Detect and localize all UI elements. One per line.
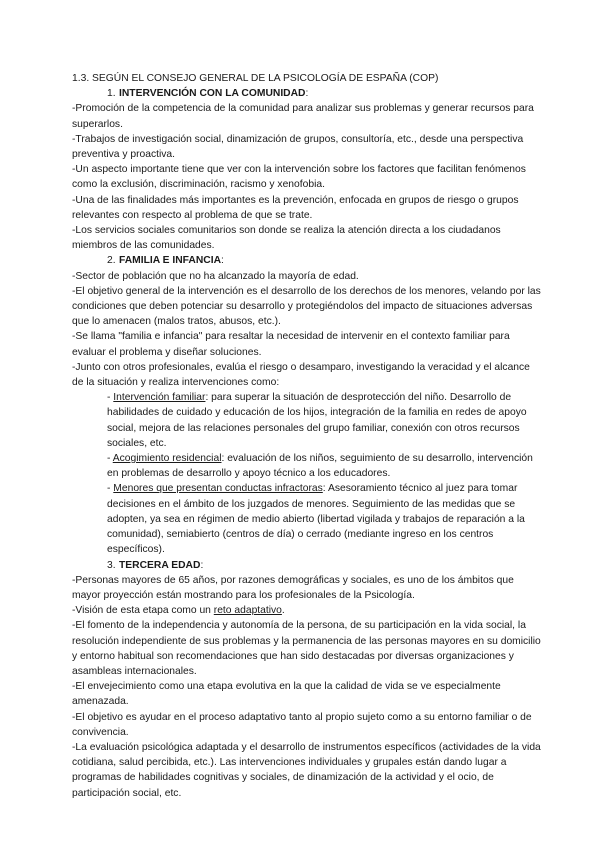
- paragraph: -El fomento de la independencia y autonomía de la persona, de su participación en la vida social, la resolución independiente de sus problemas y la permanencia de las personas mayores en su domicilio y entorno habitual son recomendaciones que han sido destacadas por diversas organizaciones y asambleas internacionales.: [72, 620, 541, 677]
- paragraph: -Promoción de la competencia de la comunidad para analizar sus problemas y generar recursos para superarlos.: [72, 103, 534, 130]
- paragraph: -Personas mayores de 65 años, por razones demográficas y sociales, es uno de los ámbitos que mayor proyección están mostrando para los profesionales de la Psicología.: [72, 574, 514, 601]
- subitem-term: Intervención familiar: [113, 392, 206, 404]
- section-title: TERCERA EDAD: [119, 559, 201, 571]
- subitem-prefix: -: [107, 453, 113, 465]
- section-title: INTERVENCIÓN CON LA COMUNIDAD: [119, 88, 306, 100]
- paragraph-prefix: -Visión de esta etapa como un: [72, 605, 214, 617]
- paragraph: -Se llama "familia e infancia" para resaltar la necesidad de intervenir en el contexto familiar para evaluar el problema y diseñar soluciones.: [72, 331, 510, 358]
- paragraph: -El envejecimiento como una etapa evolutiva en la que la calidad de vida se ve especialmente amenazada.: [72, 681, 501, 708]
- section-number: 2.: [107, 255, 116, 267]
- document-page: [72, 71, 542, 801]
- section-number: 1.: [107, 88, 116, 100]
- paragraph-term: reto adaptativo: [213, 605, 282, 617]
- paragraph: -Un aspecto importante tiene que ver con la intervención sobre los factores que facilitan fenómenos como la exclusión, discriminación, racismo y xenofobia.: [72, 164, 526, 191]
- subitem-prefix: -: [107, 483, 114, 495]
- paragraph: -El objetivo general de la intervención es el desarrollo de los derechos de los menores, velando por las condiciones que deben potenciar su desarrollo y protegiéndolos del impacto de situaciones adversas que lo amenacen (malos tratos, abusos, etc.).: [72, 285, 541, 328]
- paragraph: -Trabajos de investigación social, dinamización de grupos, consultoría, etc., desde una perspectiva preventiva y proactiva.: [72, 133, 524, 161]
- subitem-prefix: -: [107, 392, 114, 404]
- subitem-term: Acogimiento residencial: [112, 453, 222, 465]
- subitem-acogimiento-residencial: [72, 451, 542, 481]
- section-number: 3.: [107, 559, 116, 571]
- paragraph: -El objetivo es ayudar en el proceso adaptativo tanto al propio sujeto como a su entorno familiar o de convivencia.: [72, 711, 532, 738]
- paragraph: -Los servicios sociales comunitarios son donde se realiza la atención directa a los ciudadanos miembros de las comunidades.: [72, 225, 501, 252]
- section-heading-familia: 2. FAMILIA E INFANCIA:: [72, 253, 542, 268]
- document-heading: 1.3. SEGÚN EL CONSEJO GENERAL DE LA PSICOLOGÍA DE ESPAÑA (COP): [72, 73, 439, 84]
- paragraph: -La evaluación psicológica adaptada y el desarrollo de instrumentos específicos (actividades de la vida cotidiana, salud percibida, etc.). Las intervenciones individuales y grupales están dando lugar a programas de habilidades cognitivas y sociales, de dinamización de la actividad y el ocio, de participación social, etc.: [72, 741, 541, 799]
- subitem-term: Menores que presentan conductas infractoras: [113, 483, 323, 495]
- paragraph-suffix: .: [281, 605, 285, 617]
- subitem-menores-infractores: [72, 481, 542, 557]
- subitem-text: : para superar la situación de desprotección del niño. Desarrollo de habilidades de cuidado y educación de los hijos, integración de la familia en redes de apoyo social, mejora de las relaciones personales del grupo familiar, conexión con otros recursos sociales, etc.: [107, 392, 527, 449]
- paragraph: -Sector de población que no ha alcanzado la mayoría de edad.: [72, 270, 359, 282]
- section-heading-comunidad: 1. INTERVENCIÓN CON LA COMUNIDAD:: [72, 86, 542, 101]
- paragraph: -Una de las finalidades más importantes es la prevención, enfocada en grupos de riesgo o grupos relevantes con respecto al problema de que se trate.: [72, 194, 519, 221]
- section-title: FAMILIA E INFANCIA: [119, 255, 222, 267]
- section-heading-tercera-edad: 3. TERCERA EDAD:: [72, 558, 542, 573]
- subitem-text: : Asesoramiento técnico al juez para tomar decisiones en el ámbito de los juzgados de menores. Seguimiento de las medidas que se adopten, ya sea en régimen de medio abierto (libertad vigilada y trabajos de reparación a la comunidad), semiabierto (centros de día) o cerrado (mediante ingreso en los centros específicos).: [107, 483, 525, 556]
- paragraph-reto-adaptativo: [72, 603, 542, 618]
- subitem-text: : evaluación de los niños, seguimiento de su desarrollo, intervención en problemas de desarrollo y apoyo técnico a los educadores.: [107, 453, 533, 480]
- paragraph: -Junto con otros profesionales, evalúa el riesgo o desamparo, investigando la veracidad y el alcance de la situación y realiza intervenciones como:: [72, 361, 530, 389]
- subitem-intervencion-familiar: [72, 390, 542, 451]
